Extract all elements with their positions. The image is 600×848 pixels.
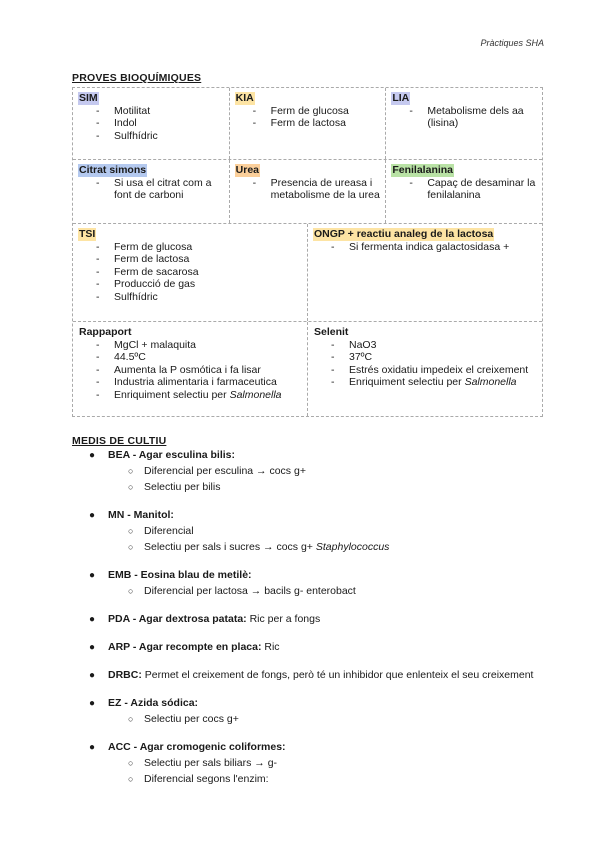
list-item: - 37ºC bbox=[331, 351, 537, 363]
cell-fenilalanina bbox=[386, 160, 542, 223]
cell-kia bbox=[230, 88, 387, 159]
item-text: Enriquiment selectiu per bbox=[349, 376, 465, 389]
cell-sim bbox=[73, 88, 230, 159]
cell-title: Fenilalanina bbox=[392, 164, 454, 176]
medi-text: Permet el creixement de fongs, però té un inhibidor que enlenteix el seu creixement bbox=[141, 669, 534, 681]
list-item: - Si usa el citrat com a font de carboni bbox=[96, 177, 224, 202]
list-item: - Ferm de glucosa bbox=[253, 105, 381, 117]
cell-citrat bbox=[73, 160, 230, 223]
medi-label: BEA - Agar esculina bilis: bbox=[108, 449, 235, 461]
medis-list bbox=[72, 448, 542, 800]
list-item: - Si fermenta indica galactosidasa + bbox=[331, 241, 537, 253]
cell-rappaport bbox=[73, 322, 308, 416]
medi-label: ARP - Agar recompte en placa: bbox=[108, 641, 262, 653]
bullet-icon: ● bbox=[89, 570, 96, 581]
list-item bbox=[331, 376, 537, 388]
list-item: - Ferm de sacarosa bbox=[96, 266, 302, 278]
sub-text: Diferencial bbox=[144, 525, 194, 537]
sub-text: Selectiu per cocs g+ bbox=[144, 713, 239, 725]
medi-pda bbox=[72, 612, 542, 627]
item-italic: Salmonella bbox=[229, 388, 282, 401]
list-item: - Ferm de lactosa bbox=[96, 253, 302, 265]
bullet-icon: ● bbox=[89, 510, 96, 521]
medi-bea bbox=[72, 448, 542, 495]
cell-title: LIA bbox=[392, 92, 410, 104]
sub-text: Selectiu per bilis bbox=[144, 481, 221, 493]
bullet-icon: ● bbox=[89, 670, 96, 681]
cell-title: ONGP + reactiu analeg de la lactosa bbox=[314, 228, 494, 240]
list-item: - Indol bbox=[96, 117, 224, 129]
section-title-proves: PROVES BIOQUÍMIQUES bbox=[72, 72, 202, 84]
sub-item bbox=[108, 771, 542, 787]
cell-tsi bbox=[73, 224, 308, 321]
medi-mn bbox=[72, 508, 542, 555]
list-item: - NaO3 bbox=[331, 339, 537, 351]
list-item: - Industria alimentaria i farmaceutica bbox=[96, 376, 302, 388]
sub-text: Selectiu per sals biliars → g- bbox=[144, 757, 278, 769]
circle-bullet-icon: ○ bbox=[128, 774, 134, 784]
list-item: - Presencia de ureasa i metabolisme de la urea bbox=[253, 177, 381, 202]
medi-text: Ric per a fongs bbox=[246, 613, 321, 625]
circle-bullet-icon: ○ bbox=[128, 586, 134, 596]
bullet-icon: ● bbox=[89, 642, 96, 653]
bullet-icon: ● bbox=[89, 698, 96, 709]
medi-label: PDA - Agar dextrosa patata: bbox=[108, 613, 247, 625]
cell-title: Rappaport bbox=[79, 326, 132, 338]
list-item: - MgCl + malaquita bbox=[96, 339, 302, 351]
cell-urea bbox=[230, 160, 387, 223]
cell-lia bbox=[386, 88, 542, 159]
bullet-icon: ● bbox=[89, 450, 96, 461]
sub-item bbox=[108, 583, 542, 599]
cell-title: KIA bbox=[235, 92, 254, 104]
proves-table bbox=[72, 87, 543, 417]
sub-item bbox=[108, 539, 542, 555]
table-row bbox=[73, 160, 542, 224]
circle-bullet-icon: ○ bbox=[128, 758, 134, 768]
cell-ongp bbox=[308, 224, 542, 321]
sub-text: Diferencial per lactosa → bacils g- enterobact bbox=[144, 585, 356, 597]
sub-item bbox=[108, 711, 542, 727]
item-text: Enriquiment selectiu per bbox=[114, 388, 230, 401]
bullet-icon: ● bbox=[89, 614, 96, 625]
list-item: - Motilitat bbox=[96, 105, 224, 117]
list-item: - Sulfhídric bbox=[96, 130, 224, 142]
cell-title: Urea bbox=[235, 164, 260, 176]
cell-title: TSI bbox=[79, 228, 96, 240]
medi-label: MN - Manitol: bbox=[108, 509, 174, 521]
sub-text: Diferencial per esculina → cocs g+ bbox=[144, 465, 306, 477]
medi-label: EMB - Eosina blau de metilè: bbox=[108, 569, 252, 581]
list-item: - Ferm de glucosa bbox=[96, 241, 302, 253]
medi-ez bbox=[72, 696, 542, 727]
circle-bullet-icon: ○ bbox=[128, 526, 134, 536]
medi-text: Ric bbox=[261, 641, 280, 653]
list-item: - Aumenta la P osmótica i fa lisar bbox=[96, 364, 302, 376]
medi-emb bbox=[72, 568, 542, 599]
cell-title: Selenit bbox=[314, 326, 349, 338]
sub-text: Diferencial segons l'enzim: bbox=[144, 773, 269, 785]
table-row bbox=[73, 322, 542, 416]
bullet-icon: ● bbox=[89, 742, 96, 753]
medi-arp bbox=[72, 640, 542, 655]
list-item bbox=[96, 389, 302, 401]
table-row bbox=[73, 224, 542, 322]
medi-acc bbox=[72, 740, 542, 787]
sub-text: Selectiu per sals i sucres → cocs g+ bbox=[144, 541, 316, 553]
sub-item bbox=[108, 755, 542, 771]
sub-item bbox=[108, 479, 542, 495]
list-item: - 44.5ºC bbox=[96, 351, 302, 363]
sub-item bbox=[108, 523, 542, 539]
cell-title: Citrat simons bbox=[79, 164, 147, 176]
medi-label: ACC - Agar cromogenic coliformes: bbox=[108, 741, 286, 753]
sub-italic: Staphylococcus bbox=[315, 541, 390, 553]
cell-selenit bbox=[308, 322, 542, 416]
document-header: Pràctiques SHA bbox=[480, 38, 544, 48]
list-item: - Metabolisme dels aa (lisina) bbox=[409, 105, 537, 130]
list-item: - Ferm de lactosa bbox=[253, 117, 381, 129]
circle-bullet-icon: ○ bbox=[128, 466, 134, 476]
sub-item bbox=[108, 463, 542, 479]
list-item: - Estrés oxidatiu impedeix el creixement bbox=[331, 364, 537, 376]
circle-bullet-icon: ○ bbox=[128, 542, 134, 552]
list-item: - Producció de gas bbox=[96, 278, 302, 290]
medi-drbc bbox=[72, 668, 542, 683]
list-item: - Capaç de desaminar la fenilalanina bbox=[409, 177, 537, 202]
item-italic: Salmonella bbox=[464, 376, 517, 389]
medi-label: DRBC: bbox=[108, 669, 142, 681]
table-row bbox=[73, 88, 542, 160]
section-title-medis: MEDIS DE CULTIU bbox=[72, 435, 167, 447]
circle-bullet-icon: ○ bbox=[128, 482, 134, 492]
cell-title: SIM bbox=[79, 92, 98, 104]
list-item: - Sulfhídric bbox=[96, 291, 302, 303]
circle-bullet-icon: ○ bbox=[128, 714, 134, 724]
medi-label: EZ - Azida sódica: bbox=[108, 697, 199, 709]
